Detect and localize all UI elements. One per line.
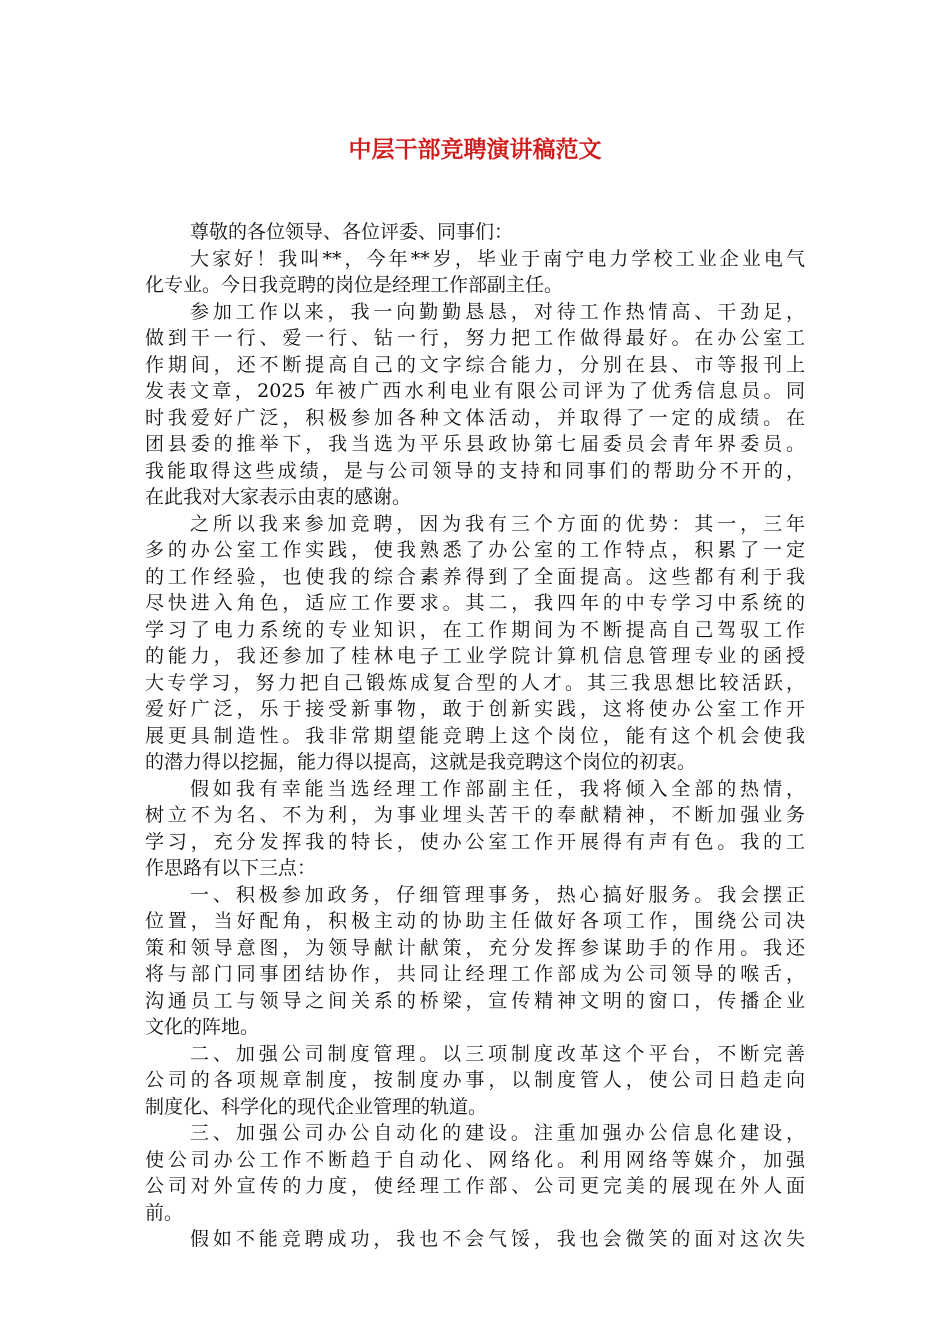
text-line: 化专业。今日我竞聘的岗位是经理工作部副主任。 [145,274,564,296]
text-line: 团县委的推举下，我当选为平乐县政协第七届委员会青年界委员。 [145,433,805,455]
text-line: 公司对外宣传的力度，使经理工作部、公司更完美的展现在外人面 [145,1175,805,1197]
text-line: 爱好广泛，乐于接受新事物，敢于创新实践，这将使办公室工作开 [145,698,805,720]
text-line: 展更具制造性。我非常期望能竞聘上这个岗位，能有这个机会使我 [145,724,805,747]
text-line: 在此我对大家表示由衷的感谢。 [145,486,412,508]
text-line: 尊敬的各位领导、各位评委、同事们： [190,221,514,243]
text-line: 前。 [145,1201,184,1224]
text-line: 二、加强公司制度管理。以三项制度改革这个平台，不断完善 [190,1042,805,1065]
text-line: 多的办公室工作实践，使我熟悉了办公室的工作特点，积累了一定 [145,539,805,561]
text-line: 参加工作以来，我一向勤勤恳恳，对待工作热情高、干劲足， [190,300,805,323]
text-line: 之所以我来参加竞聘，因为我有三个方面的优势：其一，三年 [190,512,805,535]
text-line: 的潜力得以挖掘，能力得以提高，这就是我竞聘这个岗位的初衷。 [145,751,697,773]
document-body [145,219,805,1253]
text-line: 位置，当好配角，积极主动的协助主任做好各项工作，围绕公司决 [145,910,805,932]
text-line: 文化的阵地。 [145,1016,260,1038]
text-line: 我能取得这些成绩，是与公司领导的支持和同事们的帮助分不开的， [145,459,805,482]
text-line: 制度化、科学化的现代企业管理的轨道。 [145,1095,488,1118]
text-line: 时我爱好广泛，积极参加各种文体活动，并取得了一定的成绩。在 [145,406,805,429]
text-line: 学习了电力系统的专业知识，在工作期间为不断提高自己驾驭工作 [145,618,805,641]
text-line: 的能力，我还参加了桂林电子工业学院计算机信息管理专业的函授 [145,645,805,667]
text-line: 策和领导意图，为领导献计献策，充分发挥参谋助手的作用。我还 [145,936,805,959]
text-line: 将与部门同事团结协作，共同让经理工作部成为公司领导的喉舌， [145,963,805,985]
text-line: 尽快进入角色，适应工作要求。其二，我四年的中专学习中系统的 [145,592,805,614]
text-line: 作思路有以下三点： [145,857,317,879]
text-line: 使公司办公工作不断趋于自动化、网络化。利用网络等媒介，加强 [145,1148,805,1171]
text-line: 沟通员工与领导之间关系的桥梁，宣传精神文明的窗口，传播企业 [145,989,805,1012]
text-line: 大家好！我叫**，今年**岁，毕业于南宁电力学校工业企业电气 [190,247,805,270]
text-line: 一、积极参加政务，仔细管理事务，热心搞好服务。我会摆正 [190,883,805,906]
text-line: 做到干一行、爱一行、钻一行，努力把工作做得最好。在办公室工 [145,327,805,349]
text-line: 的工作经验，也使我的综合素养得到了全面提高。这些都有利于我 [145,565,805,588]
text-line: 树立不为名、不为利，为事业埋头苦干的奉献精神，不断加强业务 [145,804,805,826]
text-line: 发表文章，2025 年被广西水利电业有限公司评为了优秀信息员。同 [145,380,805,402]
document-title: 中层干部竞聘演讲稿范文 [348,137,602,163]
text-line: 假如不能竞聘成功，我也不会气馁，我也会微笑的面对这次失 [190,1228,805,1250]
text-line: 三、加强公司办公自动化的建设。注重加强办公信息化建设， [190,1122,805,1144]
text-line: 作期间，还不断提高自己的文字综合能力，分别在县、市等报刊上 [145,353,805,376]
text-line: 大专学习，努力把自己锻炼成复合型的人才。其三我思想比较活跃， [145,671,805,694]
text-line: 假如我有幸能当选经理工作部副主任，我将倾入全部的热情， [190,777,805,800]
text-line: 学习，充分发挥我的特长，使办公室工作开展得有声有色。我的工 [145,830,805,853]
text-line: 公司的各项规章制度，按制度办事，以制度管人，使公司日趋走向 [145,1069,805,1091]
